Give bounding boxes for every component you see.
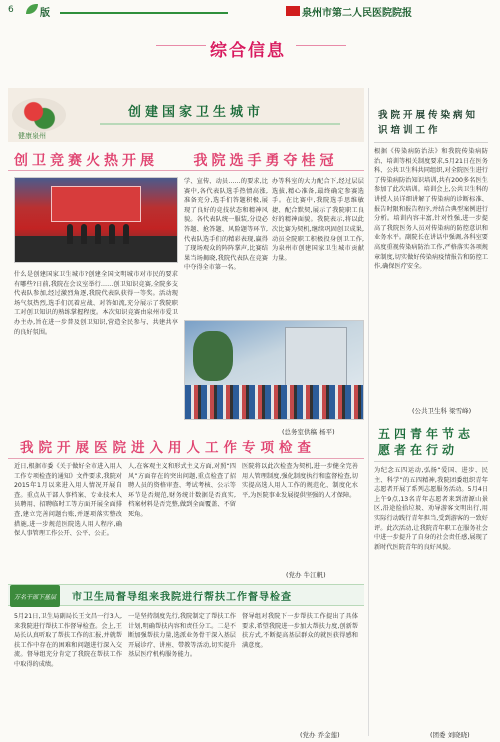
middle-credit: (党办 牛江帆) — [286, 571, 326, 579]
bottom-column-1: 5月21日,卫生局副局长王文昌一行3人,来我院进行帮扶工作督导检查。会上,王局长认真听取了帮扶工作的汇报,并就帮扶工作中存在的困难和问题进行深入交流。督导组充分肯定了我院在帮扶工作中取得的成绩。 — [14, 613, 122, 668]
article1-column-b: 学、宣传、动员……的要求,比赛中,各代表队选手热情高涨,准备充分,选手们答题积极,展现了良好的竞技状态和精神风貌。各代表队统一服装,分设必答题、抢答题、风险题等环节,代表队选手们的精彩表现,赢得了现场观众的阵阵掌声,比赛结果当场揭晓,我院代表队在竞赛中夺得全市第一名。 — [184, 178, 268, 272]
edition-label: 版 — [40, 8, 50, 19]
paper-name: 泉州市第二人民医院院报 — [302, 8, 412, 19]
right-article2-credit: (团委 刘晓晓) — [430, 731, 470, 739]
right-article2-title: 五四青年节志愿者在行动 — [378, 427, 475, 457]
person-figure — [109, 224, 115, 244]
column-divider — [368, 88, 369, 736]
bottom-column-3: 督导组对我院下一步帮扶工作提出了具体要求,希望我院进一步加大帮扶力度,创新帮扶方式,不断提高基层群众的就医获得感和满意度。 — [242, 613, 358, 649]
headline-left: 创卫竞赛火热开展 — [14, 153, 158, 169]
title-rule-left — [156, 45, 206, 46]
cadres-logo-text: 万名干部下基层 — [14, 594, 57, 601]
header-rule — [60, 12, 228, 14]
section-title: 综合信息 — [210, 41, 286, 61]
right-rule1 — [374, 142, 488, 143]
bottom-credit: (党办 乔金莲) — [300, 731, 340, 739]
banner-heading: 创建国家卫生城市 — [128, 105, 265, 120]
middle-article-title: 我院开展医院进入用人工作专项检查 — [20, 440, 316, 456]
outdoor-event-photo — [184, 320, 364, 420]
page-header — [0, 0, 500, 61]
page-number: 6 — [8, 5, 14, 15]
person-figure — [123, 224, 129, 244]
person-figure — [81, 224, 87, 244]
person-figure — [67, 224, 73, 244]
headline-right: 我院选手勇夺桂冠 — [193, 153, 338, 169]
middle-column-2: 人,在客观主义和形式主义方面,对照“四风”方面存在的突出问题,重点检查了招聘人员的资格审查、考试考核、公示等环节是否规范,财务统计数据是否真实,档案材料是否完整,做到全面覆盖、不留死角。 — [128, 463, 236, 518]
health-city-logo — [12, 98, 66, 132]
right-article1-body: 根据《传染病防治法》和我院传染病防治、培训等相关制度要求,5月21日在医务科、公共卫生科共同组织,对全院医生进行了传染病防治知识培训,共有200多名医生参加了此次培训。培训会上,公共卫生科的讲授人员详细讲解了传染病的诊断标准、报告时限和报告程序,并结合典型案例进行分析。培训内容丰富,针对性强,进一步提高了我院医务人员对传染病的防控意识和业务水平。副院长在讲话中强调,各科室要高度重视传染病防治工作,严格落实各项规章制度,切实做好传染病疫情报告和防控工作,确保医疗安全。 — [374, 148, 488, 271]
bottom-article-title: 市卫生局督导组来我院进行帮扶工作督导检查 — [72, 592, 292, 603]
right-article2-body: 为纪念五四运动,弘扬“爱国、进步、民主、科学”的五四精神,我院团委组织青年志愿者开展了系列志愿服务活动。5月4日上午9点,13名青年志愿者来到清源山景区,沿途捡拾垃圾、劝导游客文明出行,用实际行动践行青年担当,受到游客的一致好评。此次活动,让我院青年职工在服务社会中进一步提升了自身的社会责任感,展现了新时代医院青年的良好风貌。 — [374, 467, 488, 551]
logo-caption: 健康泉州 — [18, 132, 46, 140]
article1-credit: (总务室供稿 杨平) — [282, 428, 335, 436]
right-article1-title: 我院开展传染病知识培训工作 — [378, 110, 479, 136]
middle-rule — [8, 458, 364, 459]
middle-column-1: 近日,根据市委《关于做好全市进入用人工作专项检查的通知》文件要求,我院对2015年1月以来进入用人情况开展自查。重点从干部人事档案、专业技术人员聘用、招聘临时工等方面开展全面排查,建立完善问题台账,并逐项落实整改措施,进一步规范医院选人用人程序,确保人事管理工作公开、公平、公正。 — [14, 463, 122, 538]
headline-rule — [8, 170, 364, 171]
title-rule-right — [296, 45, 346, 46]
crowd-shape — [185, 385, 363, 419]
right-article1-credit: (公共卫生科 梁雪峰) — [412, 407, 472, 415]
leaf-icon — [26, 4, 38, 14]
article1-column-c: 办等科室的大力配合下,经过层层选拔,精心准备,最终确定参赛选手。在比赛中,我院选手思维敏捷、配合默契,展示了我院职工良好的精神面貌。我院表示,将以此次比赛为契机,继续巩固创卫成果,动员全院职工积极投身创卫工作,为泉州市创建国家卫生城市贡献力量。 — [272, 178, 364, 262]
flag-icon — [286, 6, 300, 16]
article1-column-a: 什么是创建国家卫生城市?创建全国文明城市对市民的要求有哪些?日前,我院在会议室举行……创卫知识竞赛,全院多支代表队参加,经过激烈角逐,我院代表队获得一等奖。活动现场气氛热烈,选手们沉着应战、对答如流,充分展示了我院职工对创卫知识的熟练掌握程度。本次知识竞赛由泉州市爱卫办主办,旨在进一步普及创卫知识,营造全民参与、共建共享的良好氛围。 — [14, 271, 178, 336]
stage-screen — [51, 186, 141, 222]
tree-shape — [193, 331, 233, 381]
competition-stage-photo — [14, 177, 178, 263]
building-shape — [285, 327, 347, 387]
bottom-column-2: 一是坚持制度先行,我院制定了帮扶工作计划,明确帮扶内容和责任分工。二是不断加强帮扶力量,选派业务骨干深入基层开展诊疗、讲座、带教等活动,切实提升基层医疗机构服务能力。 — [128, 613, 236, 659]
article1-headline — [14, 150, 338, 170]
banner-underline — [100, 123, 340, 125]
middle-column-3: 医院将以此次检查为契机,进一步健全完善用人管理制度,强化制度执行和监督检查,切实提高选人用人工作的规范化、制度化水平,为医院事业发展提供坚强的人才保障。 — [242, 463, 358, 499]
right-rule2 — [374, 461, 488, 462]
person-figure — [95, 224, 101, 244]
